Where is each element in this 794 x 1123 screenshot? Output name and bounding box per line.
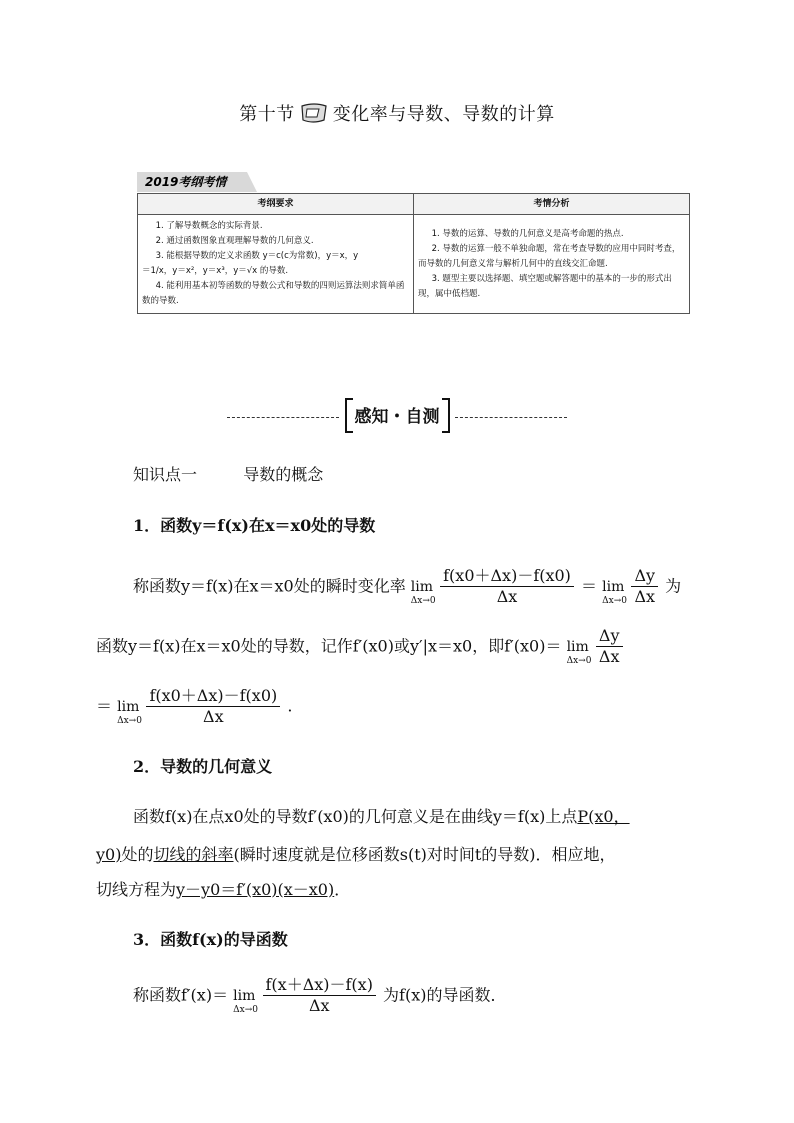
req-item: 4. 能利用基本初等函数的导数公式和导数的四则运算法则求简单函数的导数.	[142, 281, 405, 306]
paragraph-5	[133, 975, 506, 1016]
lim-symbol	[117, 697, 142, 726]
lim-text: lim	[566, 638, 589, 655]
analysis-item: 2. 导数的运算一般不单独命题，常在考查导数的应用中同时考查，而导数的几何意义常与解析几何中的直线交汇命题.	[418, 243, 681, 269]
numerator: Δy	[596, 626, 623, 647]
lim-symbol	[566, 637, 592, 666]
paragraph-4-line-2	[96, 845, 616, 865]
fraction-4	[146, 686, 280, 727]
req-item: 2. 通过函数图象直观理解导数的几何意义.	[155, 236, 314, 246]
lim-symbol	[602, 577, 627, 606]
p1-tail: 为	[665, 576, 682, 596]
col-requirements-header: 考纲要求	[138, 194, 414, 215]
section-title: 感知・自测	[345, 402, 450, 427]
exam-tag-label: 2019考纲考情	[145, 175, 227, 189]
lim-sub: Δx→0	[602, 595, 627, 606]
paragraph-1	[133, 566, 681, 607]
answer-blank-3: y－y0＝f′(x0)(x－x0)	[176, 880, 335, 899]
lim-sub: Δx→0	[410, 595, 436, 606]
kp-label: 知识点一	[133, 465, 198, 484]
lim-text: lim	[117, 698, 140, 715]
lim-sub: Δx→0	[566, 655, 592, 666]
denominator: Δx	[598, 647, 620, 666]
p5-text: 称函数f′(x)＝	[133, 985, 229, 1005]
answer-blank-1b: y0)	[96, 845, 122, 864]
denominator: Δx	[634, 587, 656, 606]
heading-3: 3．函数f(x)的导函数	[133, 930, 288, 949]
analysis-item: 3. 题型主要以选择题、填空题或解答题中的基本的一步的形式出现，属中低档题.	[418, 273, 672, 299]
denominator: Δx	[203, 707, 224, 726]
title-text: 变化率与导数、导数的计算	[332, 104, 555, 125]
lim-text: lim	[233, 987, 256, 1004]
equals: ＝	[581, 576, 598, 596]
p5-tail: 为f(x)的导函数．	[383, 985, 507, 1005]
numerator: f(x＋Δx)－f(x)	[263, 975, 376, 996]
paragraph-2	[96, 626, 625, 667]
numerator: f(x0＋Δx)－f(x0)	[146, 686, 280, 707]
p4-text: 函数f(x)在点x0处的导数f′(x0)的几何意义是在曲线y＝f(x)上点	[133, 807, 578, 826]
denominator: Δx	[308, 996, 330, 1015]
lim-text: lim	[602, 578, 625, 595]
col-analysis-header: 考情分析	[414, 194, 690, 215]
p4-text-b: 处的	[121, 845, 154, 864]
section-badge-icon	[299, 102, 329, 124]
fraction-5	[263, 975, 376, 1016]
p4-text-e: ．	[334, 880, 351, 899]
answer-blank-1: P(x0，	[577, 807, 630, 826]
fraction-3	[596, 626, 623, 667]
req-item: 1. 了解导数概念的实际背景.	[155, 221, 263, 231]
denominator: Δx	[496, 587, 518, 606]
p4-text-d: 切线方程为	[96, 880, 177, 899]
analysis-item: 1. 导数的运算、导数的几何意义是高考命题的热点.	[431, 228, 624, 239]
heading-2: 2．导数的几何意义	[133, 757, 273, 776]
exam-table	[137, 193, 690, 314]
req-item: ＝1/x，y＝x²，y＝x³，y＝√x 的导数.	[142, 266, 289, 276]
answer-blank-2: 切线的斜率	[153, 845, 234, 864]
requirements-cell	[138, 215, 414, 314]
title-prefix: 第十节	[239, 104, 295, 125]
lim-symbol	[233, 986, 259, 1015]
equals: ＝	[96, 696, 113, 716]
page-title	[0, 100, 794, 126]
paragraph-4-line-3	[96, 880, 350, 900]
numerator: Δy	[631, 566, 658, 587]
section-heading	[0, 402, 794, 427]
knowledge-point-heading	[133, 465, 323, 485]
paragraph-4-line-1	[133, 807, 630, 827]
lim-symbol	[410, 577, 436, 606]
kp-title: 导数的概念	[243, 465, 324, 484]
fraction-2	[631, 566, 658, 607]
period: .	[287, 696, 293, 716]
analysis-cell	[414, 215, 690, 314]
paragraph-3	[96, 686, 292, 727]
p1-text: 称函数y＝f(x)在x＝x0处的瞬时变化率	[133, 576, 406, 596]
lim-sub: Δx→0	[117, 715, 142, 726]
heading-1: 1．函数y＝f(x)在x＝x0处的导数	[133, 516, 376, 535]
dash-right	[455, 417, 567, 418]
dash-left	[227, 417, 339, 418]
lim-sub: Δx→0	[233, 1004, 259, 1015]
numerator: f(x0＋Δx)－f(x0)	[440, 566, 574, 587]
p4-text-c: (瞬时速度就是位移函数s(t)对时间t的导数)．相应地，	[233, 845, 616, 864]
req-item: 3. 能根据导数的定义求函数 y＝c(c为常数)，y＝x，y	[155, 251, 359, 261]
p2-text: 函数y＝f(x)在x＝x0处的导数，记作f′(x0)或y′|x＝x0，即f′(x0)＝	[96, 636, 562, 656]
fraction-1	[440, 566, 574, 607]
exam-tag	[137, 172, 257, 192]
lim-text: lim	[410, 578, 434, 595]
